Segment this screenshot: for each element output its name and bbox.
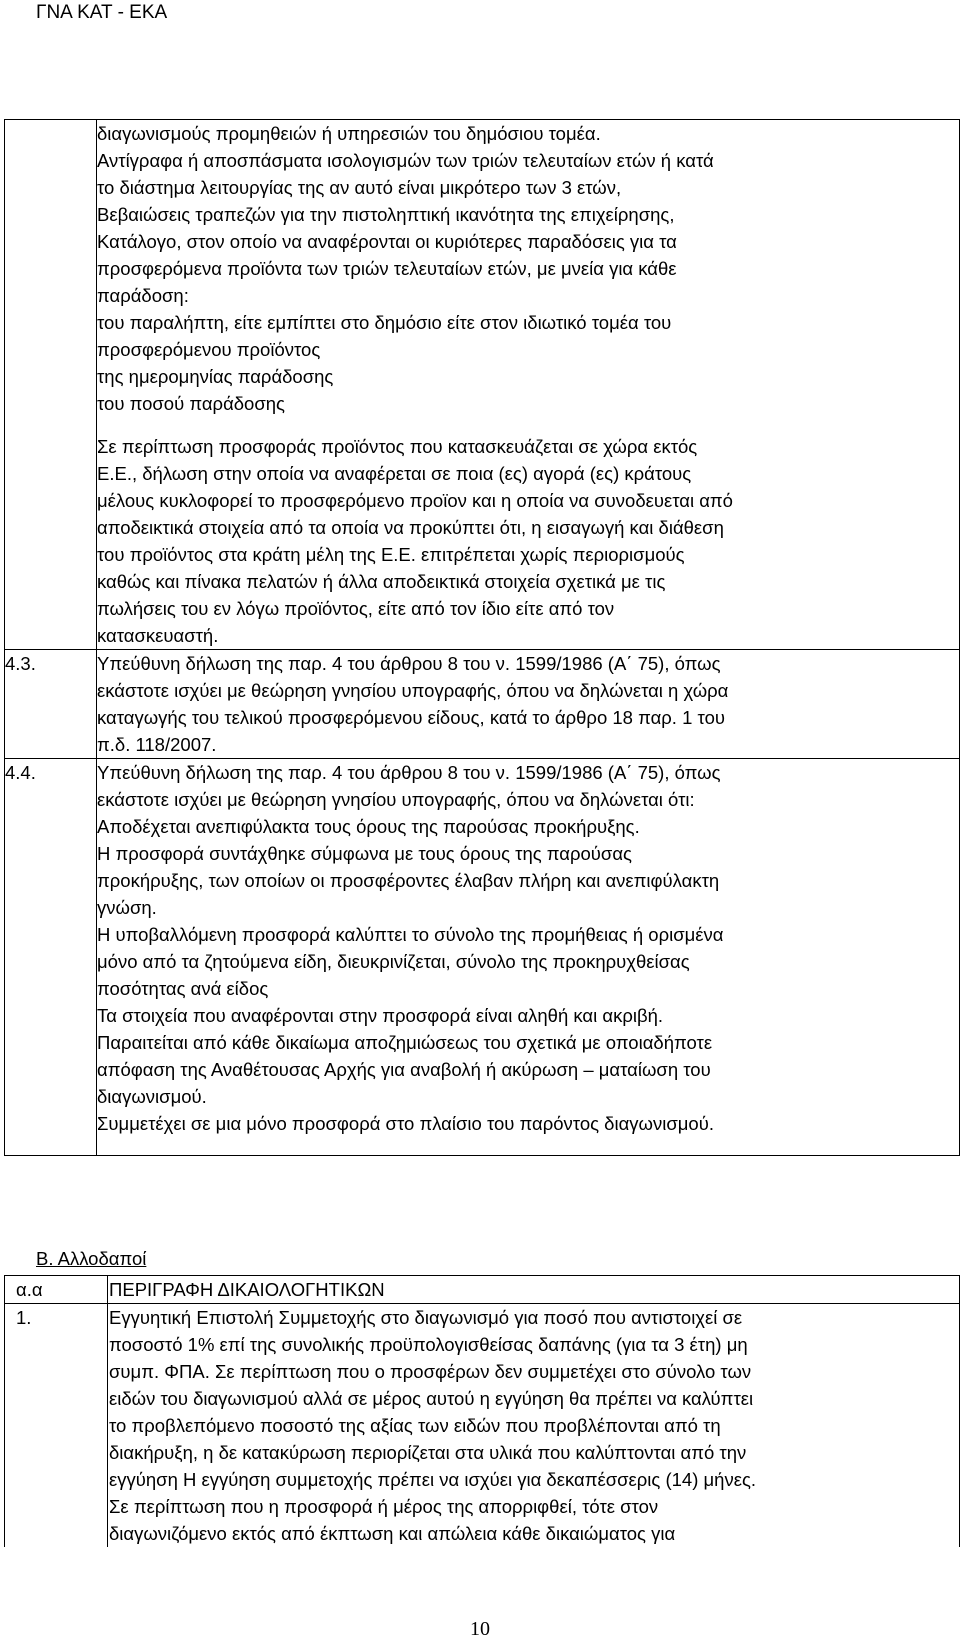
- text-line: Ε.Ε., δήλωση στην οποία να αναφέρεται σε ποια (ες) αγορά (ες) κράτους: [97, 463, 692, 484]
- text-line: Βεβαιώσεις τραπεζών για την πιστοληπτική ικανότητα της επιχείρησης,: [97, 204, 675, 225]
- text-line: της ημερομηνίας παράδοσης: [97, 366, 334, 387]
- text-line: Η προσφορά συντάχθηκε σύμφωνα με τους όρους της παρούσας: [97, 843, 632, 864]
- item-text-cell: [97, 759, 960, 1156]
- text-line: διαγωνισμούς προμηθειών ή υπηρεσιών του δημόσιου τομέα.: [97, 123, 601, 144]
- item-text-cell: [108, 1304, 960, 1548]
- text-line: Σε περίπτωση προσφοράς προϊόντος που κατασκευάζεται σε χώρα εκτός: [97, 436, 698, 457]
- paragraph: [97, 120, 959, 417]
- text-line: Συμμετέχει σε μια μόνο προσφορά στο πλαίσιο του παρόντος διαγωνισμού.: [97, 1113, 714, 1134]
- text-line: Κατάλογο, στον οποίο να αναφέρονται οι κυριότερες παραδόσεις για τα: [97, 231, 677, 252]
- item-number: 1.: [5, 1304, 108, 1548]
- table-row: [5, 650, 960, 759]
- text-line: εκάστοτε ισχύει με θεώρηση γνησίου υπογραφής, όπου να δηλώνεται ότι:: [97, 789, 695, 810]
- text-line: πωλήσεις του εν λόγω προϊόντος, είτε από τον ίδιο είτε από τον: [97, 598, 615, 619]
- text-line: Εγγυητική Επιστολή Συμμετοχής στο διαγωνισμό για ποσό που αντιστοιχεί σε: [109, 1307, 743, 1328]
- paragraph: [97, 433, 959, 649]
- text-line: το διάστημα λειτουργίας της αν αυτό είναι μικρότερο των 3 ετών,: [97, 177, 622, 198]
- section-title: Β. Αλλοδαποί: [36, 1248, 147, 1269]
- text-line: Παραιτείται από κάθε δικαίωμα αποζημιώσεως του σχετικά με οποιαδήποτε: [97, 1032, 713, 1053]
- text-line: Αντίγραφα ή αποσπάσματα ισολογισμών των τριών τελευταίων ετών ή κατά: [97, 150, 714, 171]
- page-number: 10: [470, 1618, 490, 1640]
- text-line: απόφαση της Αναθέτουσας Αρχής για αναβολή ή ακύρωση – ματαίωση του: [97, 1059, 711, 1080]
- text-line: Υπεύθυνη δήλωση της παρ. 4 του άρθρου 8 του ν. 1599/1986 (Α΄ 75), όπως: [97, 762, 721, 783]
- text-line: του παραλήπτη, είτε εμπίπτει στο δημόσιο είτε στον ιδιωτικό τομέα του: [97, 312, 672, 333]
- text-line: Σε περίπτωση που η προσφορά ή μέρος της απορριφθεί, τότε στον: [109, 1496, 659, 1517]
- table-row: [5, 759, 960, 1156]
- text-line: το προβλεπόμενο ποσοστό της αξίας των ειδών που προβλέπονται από τη: [109, 1415, 721, 1436]
- item-number: 4.3.: [5, 650, 97, 759]
- item-number: 4.4.: [5, 759, 97, 1156]
- table-row: [5, 1304, 960, 1548]
- page-header: ΓΝΑ ΚΑΤ - ΕΚΑ: [36, 2, 168, 23]
- text-line: ειδών του διαγωνισμού αλλά σε μέρος αυτού η εγγύηση θα πρέπει να καλύπτει: [109, 1388, 754, 1409]
- text-line: Αποδέχεται ανεπιφύλακτα τους όρους της παρούσας προκήρυξης.: [97, 816, 640, 837]
- requirements-table: [4, 119, 960, 1156]
- text-line: ποσότητας ανά είδος: [97, 978, 269, 999]
- text-line: διαγωνιζόμενο εκτός από έκπτωση και απώλεια κάθε δικαιώματος για: [109, 1523, 676, 1544]
- text-line: αποδεικτικά στοιχεία από τα οποία να προκύπτει ότι, η εισαγωγή και διάθεση: [97, 517, 724, 538]
- text-line: Τα στοιχεία που αναφέρονται στην προσφορά είναι αληθή και ακριβή.: [97, 1005, 664, 1026]
- text-line: ποσοστό 1% επί της συνολικής προϋπολογισθείσας δαπάνης (για τα 3 έτη) μη: [109, 1334, 748, 1355]
- text-line: προσφερόμενα προϊόντα των τριών τελευταίων ετών, με μνεία για κάθε: [97, 258, 677, 279]
- paragraph: [97, 650, 959, 758]
- text-line: προσφερόμενου προϊόντος: [97, 339, 321, 360]
- text-line: Υπεύθυνη δήλωση της παρ. 4 του άρθρου 8 του ν. 1599/1986 (Α΄ 75), όπως: [97, 653, 721, 674]
- text-line: Η υποβαλλόμενη προσφορά καλύπτει το σύνολο της προμήθειας ή ορισμένα: [97, 924, 724, 945]
- item-text-cell: [97, 120, 960, 650]
- text-line: γνώση.: [97, 897, 157, 918]
- text-line: του προϊόντος στα κράτη μέλη της Ε.Ε. επιτρέπεται χωρίς περιορισμούς: [97, 544, 685, 565]
- text-line: διαγωνισμού.: [97, 1086, 207, 1107]
- table-header-row: [5, 1276, 960, 1304]
- text-line: εγγύηση Η εγγύηση συμμετοχής πρέπει να ισχύει για δεκαπέσσερις (14) μήνες.: [109, 1469, 757, 1490]
- paragraph: [109, 1304, 959, 1547]
- text-line: παράδοση:: [97, 285, 189, 306]
- paragraph: [97, 759, 959, 1137]
- column-header-description: ΠΕΡΙΓΡΑΦΗ ΔΙΚΑΙΟΛΟΓΗΤΙΚΩΝ: [108, 1276, 960, 1304]
- text-line: καθώς και πίνακα πελατών ή άλλα αποδεικτικά στοιχεία σχετικά με τις: [97, 571, 666, 592]
- foreign-requirements-table: [4, 1275, 960, 1547]
- text-line: π.δ. 118/2007.: [97, 734, 217, 755]
- text-line: εκάστοτε ισχύει με θεώρηση γνησίου υπογραφής, όπου να δηλώνεται η χώρα: [97, 680, 729, 701]
- text-line: καταγωγής του τελικού προσφερόμενου είδους, κατά το άρθρο 18 παρ. 1 του: [97, 707, 725, 728]
- item-text-cell: [97, 650, 960, 759]
- table-row: [5, 120, 960, 650]
- item-number-cell: [5, 120, 97, 650]
- text-line: μέλους κυκλοφορεί το προσφερόμενο προϊον και η οποία να συνοδευεται από: [97, 490, 733, 511]
- text-line: διακήρυξη, η δε κατακύρωση περιορίζεται στα υλικά που καλύπτονται από την: [109, 1442, 747, 1463]
- text-line: μόνο από τα ζητούμενα είδη, διευκρινίζεται, σύνολο της προκηρυχθείσας: [97, 951, 690, 972]
- text-line: συμπ. ΦΠΑ. Σε περίπτωση που ο προσφέρων δεν συμμετέχει στο σύνολο των: [109, 1361, 752, 1382]
- text-line: κατασκευαστή.: [97, 625, 219, 646]
- text-line: του ποσού παράδοσης: [97, 393, 285, 414]
- text-line: προκήρυξης, των οποίων οι προσφέροντες έλαβαν πλήρη και ανεπιφύλακτη: [97, 870, 720, 891]
- column-header-number: α.α: [5, 1276, 108, 1304]
